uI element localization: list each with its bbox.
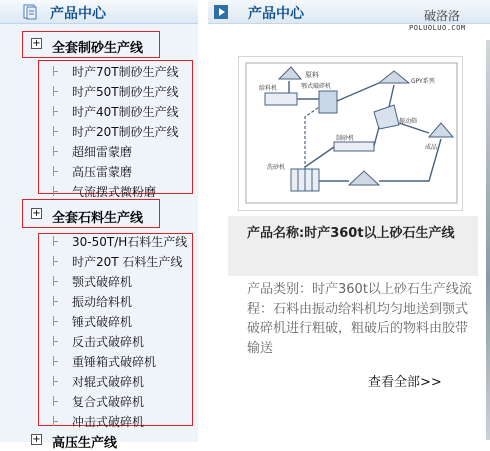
diagram-label: 洗砂机 bbox=[267, 164, 286, 171]
tree-branch-icon bbox=[53, 86, 54, 96]
category-stone-line[interactable] bbox=[0, 204, 198, 226]
adjacent-image-edge bbox=[486, 40, 490, 440]
tree-branch-icon bbox=[53, 256, 54, 266]
product-description: 产品类别：时产360t以上砂石生产线流程：石料由振动给料机均匀地送到颚式破碎机进行粗破，粗破后的物料由胶带输送 bbox=[247, 282, 472, 356]
process-diagram bbox=[239, 57, 464, 212]
expand-plus-icon[interactable]: + bbox=[32, 38, 41, 49]
category-label[interactable]: 高压生产线 bbox=[52, 436, 118, 451]
diagram-label: 原料 bbox=[305, 71, 319, 79]
tree-branch-icon bbox=[53, 186, 54, 196]
diagram-label: 给料机 bbox=[259, 85, 278, 92]
expand-plus-icon[interactable]: + bbox=[32, 208, 41, 219]
category-label[interactable]: 全套制砂生产线 bbox=[52, 41, 144, 56]
tree-branch-icon bbox=[53, 166, 54, 176]
main-content bbox=[208, 0, 490, 442]
list-item[interactable]: 时产50T制砂生产线 bbox=[39, 81, 194, 101]
diagram-label: 成品 bbox=[425, 144, 438, 151]
product-image[interactable] bbox=[238, 56, 463, 211]
document-icon bbox=[22, 4, 38, 20]
page-title: 产品中心 bbox=[248, 6, 304, 22]
diagram-label: GPY系列 bbox=[411, 78, 435, 85]
category-sand-line[interactable] bbox=[0, 34, 198, 56]
list-item[interactable]: 时产40T制砂生产线 bbox=[39, 101, 194, 121]
list-item[interactable]: 超细雷蒙磨 bbox=[39, 141, 194, 161]
product-name[interactable]: 产品名称:时产360t以上砂石生产线 bbox=[247, 226, 455, 241]
tree-branch-icon bbox=[53, 396, 54, 406]
tree-branch-icon bbox=[53, 106, 54, 116]
tree-branch-icon bbox=[53, 126, 54, 136]
list-item[interactable]: 重锤箱式破碎机 bbox=[39, 351, 194, 371]
tree-branch-icon bbox=[53, 146, 54, 156]
tree-branch-icon bbox=[53, 356, 54, 366]
tree-branch-icon bbox=[53, 376, 54, 386]
list-item[interactable]: 对辊式破碎机 bbox=[39, 371, 194, 391]
category-high-pressure-line[interactable] bbox=[0, 432, 198, 451]
list-item[interactable]: 振动给料机 bbox=[39, 291, 194, 311]
category-stone-items bbox=[38, 233, 193, 429]
category-sand-items bbox=[38, 60, 193, 199]
list-item[interactable]: 锤式破碎机 bbox=[39, 311, 194, 331]
list-item[interactable]: 复合式破碎机 bbox=[39, 391, 194, 411]
category-label[interactable]: 全套石料生产线 bbox=[52, 211, 144, 226]
sidebar-title: 产品中心 bbox=[50, 6, 106, 22]
sidebar-header bbox=[0, 0, 198, 24]
diagram-label: 振动筛 bbox=[399, 118, 418, 125]
list-item[interactable]: 时产20T制砂生产线 bbox=[39, 121, 194, 141]
arrow-right-icon bbox=[214, 5, 228, 19]
watermark-url: POLUOLUO.COM bbox=[409, 24, 466, 32]
list-item[interactable]: 30-50T/H石料生产线 bbox=[39, 231, 194, 251]
list-item[interactable]: 高压雷蒙磨 bbox=[39, 161, 194, 181]
tree-branch-icon bbox=[53, 416, 54, 426]
list-item[interactable]: 冲击式破碎机 bbox=[39, 411, 194, 431]
tree-branch-icon bbox=[53, 316, 54, 326]
product-card bbox=[228, 216, 478, 276]
watermark-text: 破洛洛 bbox=[424, 9, 461, 23]
view-all-link[interactable]: 查看全部>> bbox=[366, 371, 444, 390]
tree-branch-icon bbox=[53, 236, 54, 246]
diagram-label: 鄂式破碎机 bbox=[301, 83, 332, 90]
list-item[interactable]: 反击式破碎机 bbox=[39, 331, 194, 351]
tree-branch-icon bbox=[53, 296, 54, 306]
expand-plus-icon[interactable]: + bbox=[32, 434, 41, 445]
diagram-label: 制砂机 bbox=[336, 135, 355, 142]
list-item[interactable]: 时产70T制砂生产线 bbox=[39, 61, 194, 81]
left-sidebar bbox=[0, 0, 198, 451]
tree-branch-icon bbox=[53, 276, 54, 286]
list-item[interactable]: 颚式破碎机 bbox=[39, 271, 194, 291]
tree-branch-icon bbox=[53, 336, 54, 346]
tree-branch-icon bbox=[53, 66, 54, 76]
list-item[interactable]: 气流摆式微粉磨 bbox=[39, 181, 194, 201]
list-item[interactable]: 时产20T 石料生产线 bbox=[39, 251, 194, 271]
